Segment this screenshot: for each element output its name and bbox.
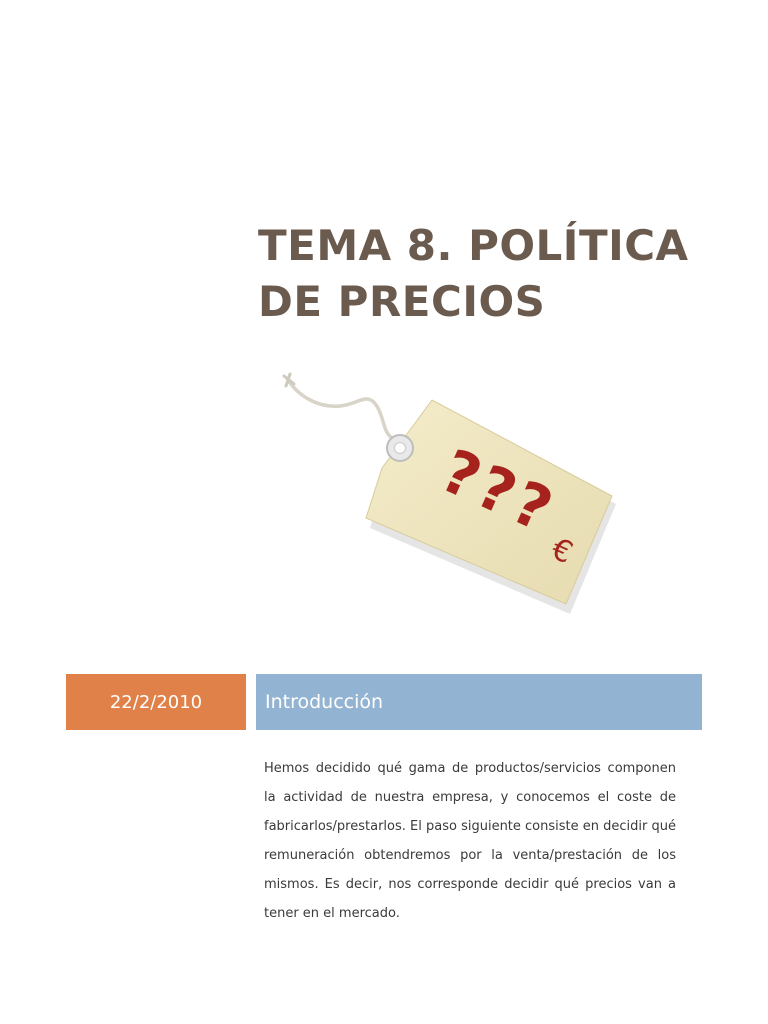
tag-euro-sign: € <box>546 531 578 572</box>
section-title-bar <box>256 674 702 730</box>
section-title: Introducción <box>265 691 384 713</box>
price-tag-image <box>270 368 630 618</box>
title-line-2: DE PRECIOS <box>258 277 546 326</box>
date-box: 22/2/2010 <box>66 674 246 730</box>
title-line-1: TEMA 8. POLÍTICA <box>258 221 689 270</box>
document-title <box>258 218 728 330</box>
intro-paragraph: Hemos decidido qué gama de productos/servicios componen la actividad de nuestra empresa, y conocemos el coste de fabricarlos/prestarlos. El paso siguiente consiste en decidir qué remuneración obtendremos por la venta/prestación de los mismos. Es decir, nos corresponde decidir qué precios van a tener en el mercado. <box>264 761 676 921</box>
tag-string <box>288 380 398 442</box>
tag-question-marks: ??? <box>430 436 566 548</box>
